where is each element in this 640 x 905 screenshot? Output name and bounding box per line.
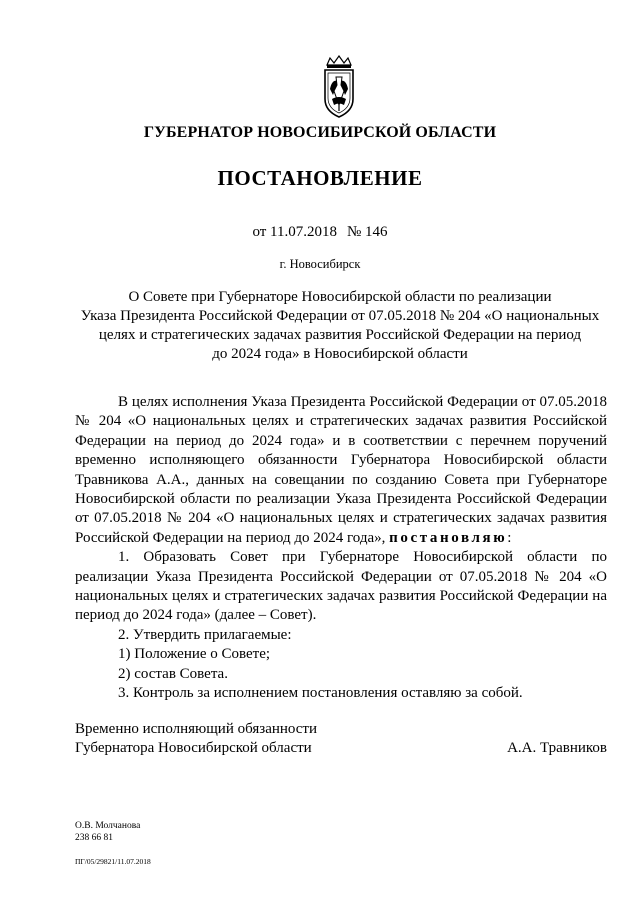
document-subject xyxy=(80,288,600,364)
item-2-2: 2) состав Совета. xyxy=(118,665,228,682)
executor-name: О.В. Молчанова xyxy=(75,821,141,831)
subject-line: О Совете при Губернаторе Новосибирской области по реализации xyxy=(128,289,552,305)
document-type-title: ПОСТАНОВЛЕНИЕ xyxy=(217,166,423,190)
executor-block xyxy=(75,820,140,844)
document-date: от 11.07.2018 xyxy=(252,224,337,240)
signatory-title-line: Временно исполняющий обязанности xyxy=(75,721,318,737)
executor-phone: 238 66 81 xyxy=(75,833,113,843)
document-body xyxy=(75,393,607,704)
document-number: № 146 xyxy=(347,224,388,240)
subject-line: целях и стратегических задачах развития Российской Федерации на период xyxy=(98,327,582,343)
preamble-paragraph xyxy=(75,393,607,548)
preamble-text: В целях исполнения Указа Президента Российской Федерации от 07.05.2018 № 204 «О национальных целях и стратегических задачах развития Российской Федерации на период до 2024 года» и в соответствии с перечнем поручений временно исполняющего обязанности Губернатора Новосибирской области Травникова А.А., данных на совещании по созданию Совета при Губернаторе Новосибирской области по реализации Указа Президента Российской Федерации от 07.05.2018 № 204 «О национальных целях и стратегических задачах развития Российской Федерации на период до 2024 года», xyxy=(75,394,607,546)
signatory-name: А.А. Травников xyxy=(507,740,607,756)
subject-line: Указа Президента Российской Федерации от 07.05.2018 № 204 «О национальных xyxy=(80,308,600,324)
issuing-authority: ГУБЕРНАТОР НОВОСИБИРСКОЙ ОБЛАСТИ xyxy=(143,124,497,141)
document-city: г. Новосибирск xyxy=(279,257,361,271)
item-3: 3. Контроль за исполнением постановления оставляю за собой. xyxy=(118,685,523,702)
decree-colon: : xyxy=(507,529,512,546)
signatory-title xyxy=(75,720,395,759)
novosibirsk-coat-of-arms-icon xyxy=(319,55,359,121)
item-1: 1. Образовать Совет при Губернаторе Новосибирской области по реализации Указа Президента Российской Федерации от 07.05.2018 № 204 «О национальных целях и стратегических задачах развития Российской Федерации на период до 2024 года» (далее – Совет). xyxy=(75,549,607,624)
signatory-title-line: Губернатора Новосибирской области xyxy=(75,740,312,757)
registry-number: ПГ/05/29821/11.07.2018 xyxy=(75,857,151,866)
item-2: 2. Утвердить прилагаемые: xyxy=(118,626,292,643)
subject-line: до 2024 года» в Новосибирской области xyxy=(212,346,468,362)
item-2-1: 1) Положение о Совете; xyxy=(118,646,271,663)
date-number-line xyxy=(0,224,640,241)
decree-word: постановляю xyxy=(389,529,508,546)
